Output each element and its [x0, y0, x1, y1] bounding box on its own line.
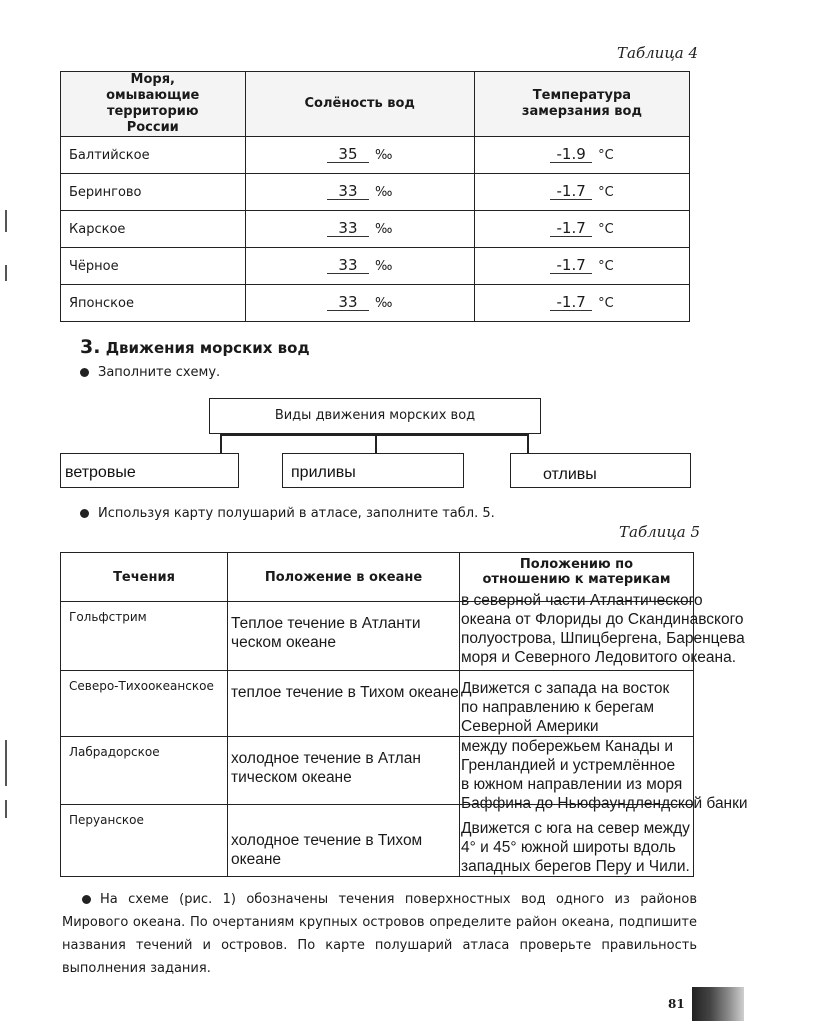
table-row [61, 671, 694, 737]
section-title [80, 336, 310, 358]
relation-line: по направлению к берегам [461, 699, 655, 716]
salinity-value: 33 [327, 258, 369, 274]
relation-line: между побережьем Канады и [461, 738, 673, 755]
paragraph-text: На схеме (рис. 1) обозначены течения поверхностных вод одного из районов Мирового океана. По очертаниям крупных островов определите район океана, подпишите названия течений и островов. По карте полушарий атласа проверьте правильность выполнения задания. [62, 892, 697, 976]
instruction-2 [80, 506, 495, 521]
scheme-top-label: Виды движения морских вод [274, 408, 476, 423]
scheme-answer: ветровые [65, 464, 136, 481]
margin-mark [5, 800, 7, 818]
header-currents: Течения [61, 553, 228, 602]
relation-line: полуострова, Шпицбергена, Баренцева [461, 630, 745, 647]
current-relation [460, 737, 748, 812]
temp-value: -1.7 [550, 295, 592, 311]
table5-caption: Таблица 5 [619, 523, 701, 541]
scheme-answer: отливы [543, 466, 597, 483]
salinity-value: 33 [327, 221, 369, 237]
current-relation [460, 805, 694, 877]
temp-value: -1.7 [550, 258, 592, 274]
scheme-box-ebbs [510, 453, 691, 488]
salinity-value: 35 [327, 147, 369, 163]
current-name: Лабрадорское [61, 737, 228, 805]
table-row [61, 805, 694, 877]
current-position: холодное течение в Атлан тическом океане [228, 737, 460, 805]
instruction [80, 365, 220, 380]
relation-line: Движется с юга на север между [461, 820, 690, 837]
scheme-connector [220, 434, 222, 454]
current-relation [460, 592, 745, 671]
relation-line: Северной Америки [461, 718, 599, 735]
page-tab-decoration [692, 987, 744, 1021]
temp-value: -1.7 [550, 221, 592, 237]
instruction-text: Заполните схему. [98, 365, 221, 380]
relation-line: в южном направлении из моря [461, 776, 683, 793]
table-row [61, 248, 690, 285]
table-row [61, 137, 690, 174]
bullet-icon [80, 509, 89, 518]
table-row [61, 285, 690, 322]
table-header-row [61, 72, 690, 137]
temp-unit: °С [598, 222, 614, 237]
temp-value: -1.7 [550, 184, 592, 200]
temp-unit: °С [598, 148, 614, 163]
margin-mark [5, 265, 7, 281]
current-relation [460, 671, 694, 737]
scheme-connector [220, 434, 528, 436]
relation-line: Баффина до Ньюфаундлендской банки [461, 795, 748, 812]
table-row [61, 602, 694, 671]
relation-line: в северной части Атлантического [461, 592, 703, 609]
header-ocean-position: Положение в океане [228, 553, 460, 602]
bullet-icon [80, 368, 89, 377]
salinity-unit: ‰ [374, 296, 393, 311]
scheme-answer: приливы [291, 464, 356, 481]
salinity-unit: ‰ [374, 259, 393, 274]
margin-mark [5, 210, 7, 232]
scheme-box-tides [282, 453, 464, 488]
margin-mark [5, 740, 7, 786]
relation-line: моря и Северного Ледовитого океана. [461, 649, 737, 666]
table-row [61, 737, 694, 805]
temp-unit: °С [598, 185, 614, 200]
current-position: теплое течение в Тихом океане [228, 671, 460, 737]
current-name: Северо-Тихоокеанское [61, 671, 228, 737]
instruction-text: Используя карту полушарий в атласе, заполните табл. 5. [98, 506, 495, 521]
relation-line: западных берегов Перу и Чили. [461, 858, 690, 875]
relation-line: океана от Флориды до Скандинавского [461, 611, 744, 628]
salinity-unit: ‰ [374, 185, 393, 200]
section-number: 3. [80, 336, 101, 358]
currents-table [60, 552, 748, 877]
salinity-value: 33 [327, 184, 369, 200]
header-seas: Моря, омывающие территорию России [61, 72, 246, 137]
sea-name: Чёрное [61, 248, 246, 285]
current-name: Гольфстрим [61, 602, 228, 671]
page-number: 81 [668, 997, 685, 1011]
relation-line: Движется с запада на восток [461, 680, 670, 697]
scheme-connector [375, 434, 377, 454]
table4-caption: Таблица 4 [617, 44, 699, 62]
relation-line: Гренландией и устремлённое [461, 757, 676, 774]
salinity-table [60, 71, 690, 322]
sea-name: Балтийское [61, 137, 246, 174]
table-row [61, 211, 690, 248]
sea-name: Берингово [61, 174, 246, 211]
task-paragraph [62, 888, 697, 980]
current-position: холодное течение в Тихом океане [228, 805, 460, 877]
temp-value: -1.9 [550, 147, 592, 163]
temp-unit: °С [598, 296, 614, 311]
section-heading: Движения морских вод [105, 339, 310, 357]
current-name: Перуанское [61, 805, 228, 877]
current-position: Теплое течение в Атланти ческом океане [228, 602, 460, 671]
sea-name: Японское [61, 285, 246, 322]
scheme-top-box [209, 398, 541, 434]
scheme-connector [527, 434, 529, 454]
bullet-icon [82, 895, 91, 904]
scheme-box-wind [60, 453, 239, 488]
header-salinity: Солёность вод [245, 72, 474, 137]
salinity-unit: ‰ [374, 148, 393, 163]
relation-line: 4° и 45° южной широты вдоль [461, 839, 676, 856]
header-freezing-temp: Температура замерзания вод [474, 72, 689, 137]
salinity-value: 33 [327, 295, 369, 311]
temp-unit: °С [598, 259, 614, 274]
sea-name: Карское [61, 211, 246, 248]
salinity-unit: ‰ [374, 222, 393, 237]
header-continent-relation: Положению по отношению к материкам [460, 553, 694, 602]
table-row [61, 174, 690, 211]
